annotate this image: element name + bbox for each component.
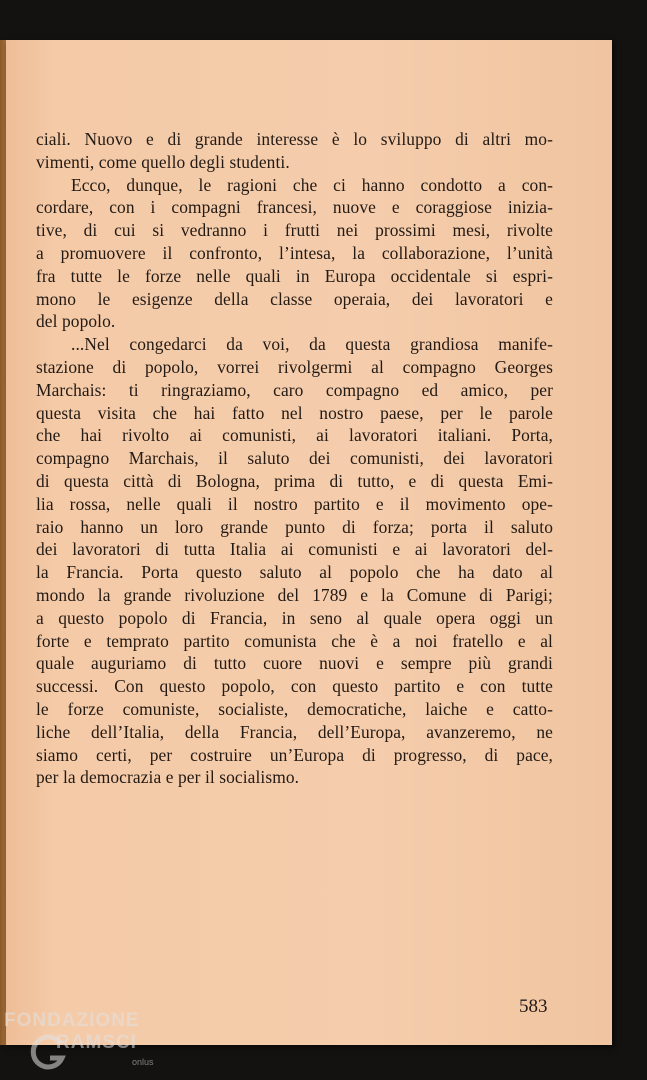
text-line: vimenti, come quello degli studenti. bbox=[36, 151, 290, 172]
text-line: ...Nel congedarci da voi, da questa grandiosa manife- bbox=[71, 334, 553, 355]
text-line: Marchais: ti ringraziamo, caro compagno ed amico, per bbox=[36, 379, 553, 400]
watermark-logo bbox=[4, 1010, 174, 1076]
text-line: che hai rivolto ai comunisti, ai lavoratori italiani. Porta, bbox=[36, 425, 553, 446]
text-line: questa visita che hai fatto nel nostro paese, per le parole bbox=[36, 402, 553, 423]
text-line: ciali. Nuovo e di grande interesse è lo sviluppo di altri mo- bbox=[36, 129, 553, 149]
paragraph-1 bbox=[36, 128, 553, 174]
body-text bbox=[36, 128, 553, 789]
watermark-suffix: onlus bbox=[132, 1057, 154, 1067]
text-line: cordare, con i compagni francesi, nuove e coraggiose inizia- bbox=[36, 197, 553, 218]
text-line: Ecco, dunque, le ragioni che ci hanno condotto a con- bbox=[71, 174, 553, 195]
paragraph-2 bbox=[36, 174, 553, 334]
text-line: successi. Con questo popolo, con questo partito e con tutte bbox=[36, 676, 553, 697]
text-line: mono le esigenze della classe operaia, dei lavoratori e bbox=[36, 288, 553, 309]
text-line: di questa città di Bologna, prima di tutto, e di questa Emi- bbox=[36, 470, 553, 491]
text-line: per la democrazia e per il socialismo. bbox=[36, 767, 300, 788]
text-line: a promuovere il confronto, l’intesa, la collaborazione, l’unità bbox=[36, 242, 553, 263]
text-line: a questo popolo di Francia, in seno al quale opera oggi un bbox=[36, 607, 553, 628]
watermark-line2: RAMSCI bbox=[56, 1032, 137, 1053]
page-number: 583 bbox=[519, 996, 548, 1017]
paragraph-3 bbox=[36, 333, 553, 789]
text-line: stazione di popolo, vorrei rivolgermi al compagno Georges bbox=[36, 356, 553, 377]
text-line: dei lavoratori di tutta Italia ai comunisti e ai lavoratori del- bbox=[36, 539, 553, 560]
text-line: mondo la grande rivoluzione del 1789 e la Comune di Parigi; bbox=[36, 584, 553, 605]
text-line: siamo certi, per costruire un’Europa di progresso, di pace, bbox=[36, 744, 553, 765]
watermark-line1: FONDAZIONE bbox=[4, 1010, 140, 1031]
text-line: la Francia. Porta questo saluto al popolo che ha dato al bbox=[36, 562, 553, 583]
text-line: raio hanno un loro grande punto di forza; porta il saluto bbox=[36, 516, 553, 537]
text-line: quale auguriamo di tutto cuore nuovi e sempre più grandi bbox=[36, 653, 553, 674]
text-line: liche dell’Italia, della Francia, dell’Europa, avanzeremo, ne bbox=[36, 721, 553, 742]
text-line: compagno Marchais, il saluto dei comunisti, dei lavoratori bbox=[36, 448, 553, 469]
text-line: fra tutte le forze nelle quali in Europa occidentale si espri- bbox=[36, 265, 553, 286]
text-line: tive, di cui si vedranno i frutti nei prossimi mesi, rivolte bbox=[36, 220, 553, 241]
text-line: lia rossa, nelle quali il nostro partito e il movimento ope- bbox=[36, 493, 553, 514]
text-line: del popolo. bbox=[36, 311, 116, 332]
text-line: forte e temprato partito comunista che è a noi fratello e al bbox=[36, 630, 553, 651]
text-line: le forze comuniste, socialiste, democratiche, laiche e catto- bbox=[36, 698, 553, 719]
